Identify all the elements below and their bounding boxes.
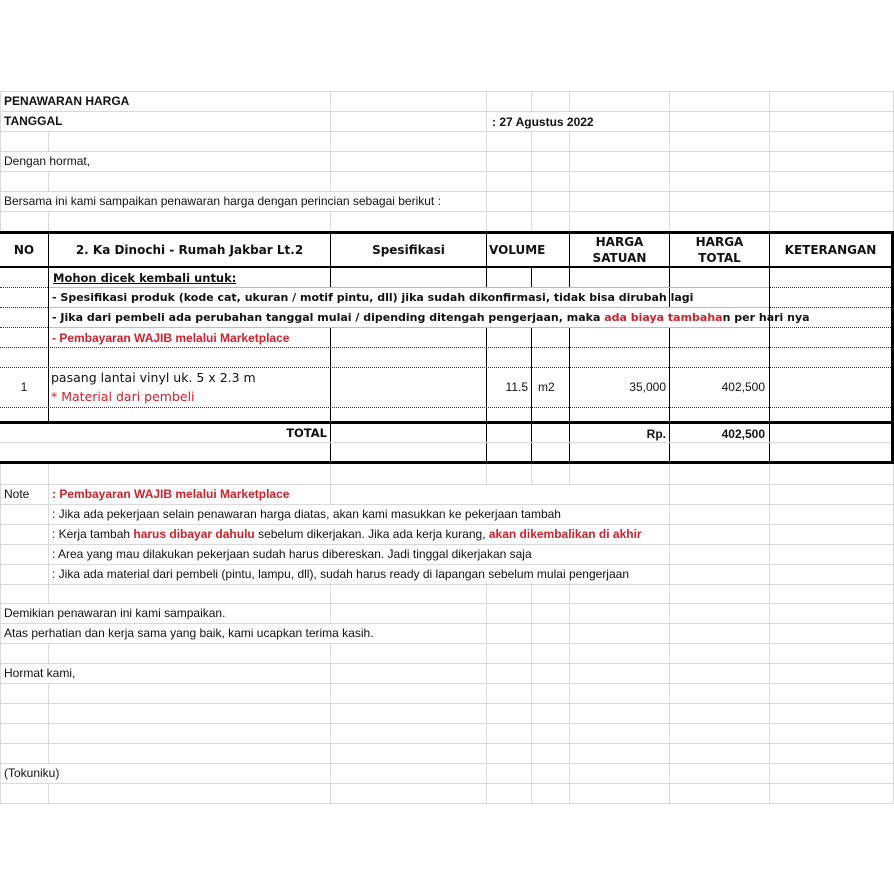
note-item: : Jika ada material dari pembeli (pintu, lampu, dll), sudah harus ready di lapangan sebelum mulai pengerjaan: [52, 567, 629, 581]
notice-line-schedule: [52, 308, 810, 328]
grid-line: [0, 703, 894, 704]
date-value: : 27 Agustus 2022: [492, 115, 594, 129]
row-border: [0, 307, 48, 308]
header-spec: Spesifikasi: [372, 243, 445, 257]
notice-line-schedule-fee: ada biaya tambaha: [604, 311, 723, 324]
grid-line: [0, 783, 894, 784]
grid-line: [0, 743, 894, 744]
item-total-price: 402,500: [721, 380, 765, 394]
grid-line: [0, 683, 894, 684]
grid-line: [0, 584, 894, 585]
header-volume: VOLUME: [489, 243, 546, 257]
header-project: 2. Ka Dinochi - Rumah Jakbar Lt.2: [75, 243, 304, 257]
note-item: : Jika ada pekerjaan selain penawaran harga diatas, akan kami masukkan ke pekerjaan tambah: [52, 507, 561, 521]
signature-name: (Tokuniku): [4, 766, 60, 780]
grid-line: [0, 171, 894, 172]
note-item-red: harus dibayar dahulu: [133, 527, 255, 541]
col-border: [330, 267, 331, 287]
closing-line-2: Atas perhatian dan kerja sama yang baik, kami ucapkan terima kasih.: [4, 626, 374, 640]
col-border: [531, 267, 532, 287]
header-unit-price-line2: SATUAN: [592, 251, 647, 265]
intro-text: Bersama ini kami sampaikan penawaran harga dengan perincian sebagai berikut :: [4, 194, 441, 208]
header-total-price-line1: HARGA: [695, 235, 744, 249]
header-no: NO: [13, 243, 35, 257]
currency-label: Rp.: [646, 427, 666, 441]
item-volume: 11.5: [505, 380, 528, 394]
note-item: : Area yang mau dilakukan pekerjaan sudah harus dibereskan. Jadi tinggal dikerjakan saja: [52, 547, 532, 561]
row-border: [0, 287, 48, 288]
note-item-a: : Kerja tambah: [52, 527, 134, 541]
grid-line: [330, 485, 331, 504]
item-note: * Material dari pembeli: [51, 389, 195, 404]
table-border-bottom: [0, 461, 893, 464]
header-total-price-line2: TOTAL: [698, 251, 741, 265]
item-unit-price: 35,000: [629, 380, 666, 394]
total-label: TOTAL: [286, 426, 327, 440]
notice-heading: Mohon dicek kembali untuk:: [53, 271, 237, 285]
row-border: [770, 287, 891, 288]
greeting: Dengan hormat,: [4, 154, 91, 168]
grid-line: [0, 723, 894, 724]
notes-label: Note: [4, 487, 30, 501]
header-remarks: KETERANGAN: [784, 243, 877, 257]
notice-line-payment: - Pembayaran WAJIB melalui Marketplace: [52, 331, 290, 345]
col-border: [486, 232, 487, 287]
grid-line: [0, 211, 894, 212]
document-title: PENAWARAN HARGA: [4, 94, 130, 108]
grid-line: [0, 643, 894, 644]
closing-line-1: Demikian penawaran ini kami sampaikan.: [4, 606, 226, 620]
notice-line-spec: - Spesifikasi produk (kode cat, ukuran / motif pintu, dll) jika sudah dikonfirmasi, tidak bisa dirubah lagi: [52, 291, 694, 304]
grid-line: [0, 803, 894, 804]
row-border: [0, 407, 891, 408]
closing-regards: Hormat kami,: [4, 666, 76, 680]
note-item-red2: akan dikembalikan di akhir: [488, 527, 642, 541]
row-border: [0, 327, 48, 328]
header-unit-price-line1: HARGA: [595, 235, 644, 249]
item-unit: m2: [538, 380, 555, 394]
note-item: [52, 524, 642, 544]
notice-line-schedule-a: - Jika dari pembeli ada perubahan tanggal mulai / dipending ditengah pengerjaan, maka: [52, 311, 605, 324]
date-label: TANGGAL: [4, 114, 63, 128]
note-item-b: sebelum dikerjakan. Jika ada kerja kurang,: [254, 527, 489, 541]
note-item: : Pembayaran WAJIB melalui Marketplace: [52, 487, 290, 501]
item-no: 1: [20, 380, 28, 394]
item-description: pasang lantai vinyl uk. 5 x 2.3 m: [51, 370, 256, 385]
grid-line: [0, 131, 894, 132]
notice-line-schedule-b: n per hari nya: [722, 311, 810, 324]
grand-total: 402,500: [721, 427, 765, 441]
